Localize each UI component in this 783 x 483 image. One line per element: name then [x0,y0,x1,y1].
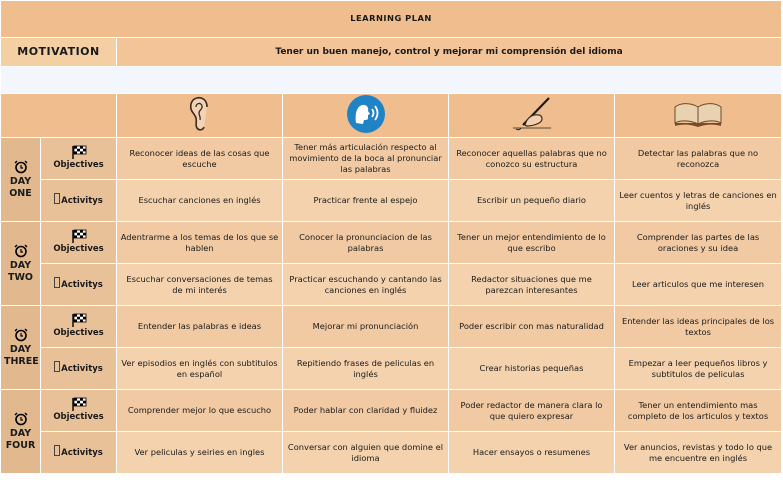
activities-label[interactable]: Activitys [41,180,117,222]
activity-cell[interactable]: Hacer ensayos o resumenes [449,432,615,474]
alarm-clock-icon [14,328,28,342]
objective-cell[interactable]: Adentrarme a los temas de los que se hablen [117,222,283,264]
activity-cell[interactable]: Escuchar conversaciones de temas de mi interés [117,264,283,306]
activities-label[interactable]: Activitys [41,264,117,306]
checkered-flag-icon [71,145,87,159]
open-book-icon [615,94,782,138]
checkered-flag-icon [71,313,87,327]
objective-cell[interactable]: Reconocer ideas de las cosas que escuche [117,138,283,180]
header-blank-cell[interactable] [1,94,117,138]
alarm-clock-icon [14,160,28,174]
missing-glyph-icon [54,445,60,456]
day-word: DAY [9,260,32,272]
day-number: FOUR [5,439,36,451]
day-label[interactable] [1,222,41,306]
activity-cell[interactable]: Ver anuncios, revistas y todo lo que me encuentre en inglés [615,432,782,474]
objective-cell[interactable]: Tener un mejor entendimiento de lo que escribo [449,222,615,264]
activity-cell[interactable]: Ver episodios en inglés con subtitulos en español [117,348,283,390]
checkered-flag-icon [71,229,87,243]
activity-cell[interactable]: Ver peliculas y seiries en ingles [117,432,283,474]
objective-cell[interactable]: Poder redactor de manera clara lo que quiero expresar [449,390,615,432]
activity-cell[interactable]: Empezar a leer pequeños libros y subtitulos de peliculas [615,348,782,390]
ear-icon [117,94,283,138]
objective-cell[interactable]: Comprender las partes de las oraciones y su idea [615,222,782,264]
activity-cell[interactable]: Conversar con alguien que domine el idioma [283,432,449,474]
plan-title[interactable]: LEARNING PLAN [1,1,782,38]
day-label[interactable] [1,138,41,222]
activity-cell[interactable]: Repitiendo frases de peliculas en inglés [283,348,449,390]
objectives-label[interactable]: Objectives [41,390,117,432]
day-word: DAY [9,344,32,356]
objective-cell[interactable]: Poder hablar con claridad y fluidez [283,390,449,432]
activity-cell[interactable]: Escribir un pequeño diario [449,180,615,222]
objectives-label[interactable]: Objectives [41,222,117,264]
activity-cell[interactable]: Redactor situaciones que me parezcan interesantes [449,264,615,306]
objective-cell[interactable]: Mejorar mi pronunciación [283,306,449,348]
missing-glyph-icon [54,361,60,372]
day-number: TWO [7,271,34,283]
day-number: ONE [9,187,32,199]
activity-cell[interactable]: Escuchar canciones en inglés [117,180,283,222]
objective-cell[interactable]: Tener más articulación respecto al movimiento de la boca al pronunciar las palabras [283,138,449,180]
writing-hand-icon [449,94,615,138]
activity-cell[interactable]: Practicar frente al espejo [283,180,449,222]
blank-row[interactable] [1,67,782,94]
objective-cell[interactable]: Entender las ideas principales de los textos [615,306,782,348]
objective-cell[interactable]: Conocer la pronunciacion de las palabras [283,222,449,264]
activities-label[interactable]: Activitys [41,348,117,390]
day-number: THREE [4,355,39,367]
objective-cell[interactable]: Poder escribir con mas naturalidad [449,306,615,348]
objective-cell[interactable]: Reconocer aquellas palabras que no conozco su estructura [449,138,615,180]
day-label[interactable] [1,390,41,474]
objective-cell[interactable]: Comprender mejor lo que escucho [117,390,283,432]
objective-cell[interactable]: Detectar las palabras que no reconozca [615,138,782,180]
motivation-text[interactable]: Tener un buen manejo, control y mejorar mi comprensión del idioma [117,38,782,67]
objectives-label[interactable]: Objectives [41,138,117,180]
objective-cell[interactable]: Tener un entendimiento mas completo de los articulos y textos [615,390,782,432]
day-word: DAY [9,176,32,188]
objectives-label[interactable]: Objectives [41,306,117,348]
activities-label[interactable]: Activitys [41,432,117,474]
day-word: DAY [9,428,32,440]
alarm-clock-icon [14,412,28,426]
alarm-clock-icon [14,244,28,258]
speaking-icon [283,94,449,138]
activity-cell[interactable]: Leer articulos que me interesen [615,264,782,306]
checkered-flag-icon [71,397,87,411]
motivation-label[interactable]: MOTIVATION [1,38,117,67]
activity-cell[interactable]: Leer cuentos y letras de canciones en inglés [615,180,782,222]
objective-cell[interactable]: Entender las palabras e ideas [117,306,283,348]
activity-cell[interactable]: Crear historias pequeñas [449,348,615,390]
day-label[interactable] [1,306,41,390]
missing-glyph-icon [54,193,60,204]
activity-cell[interactable]: Practicar escuchando y cantando las canciones en inglés [283,264,449,306]
missing-glyph-icon [54,277,60,288]
